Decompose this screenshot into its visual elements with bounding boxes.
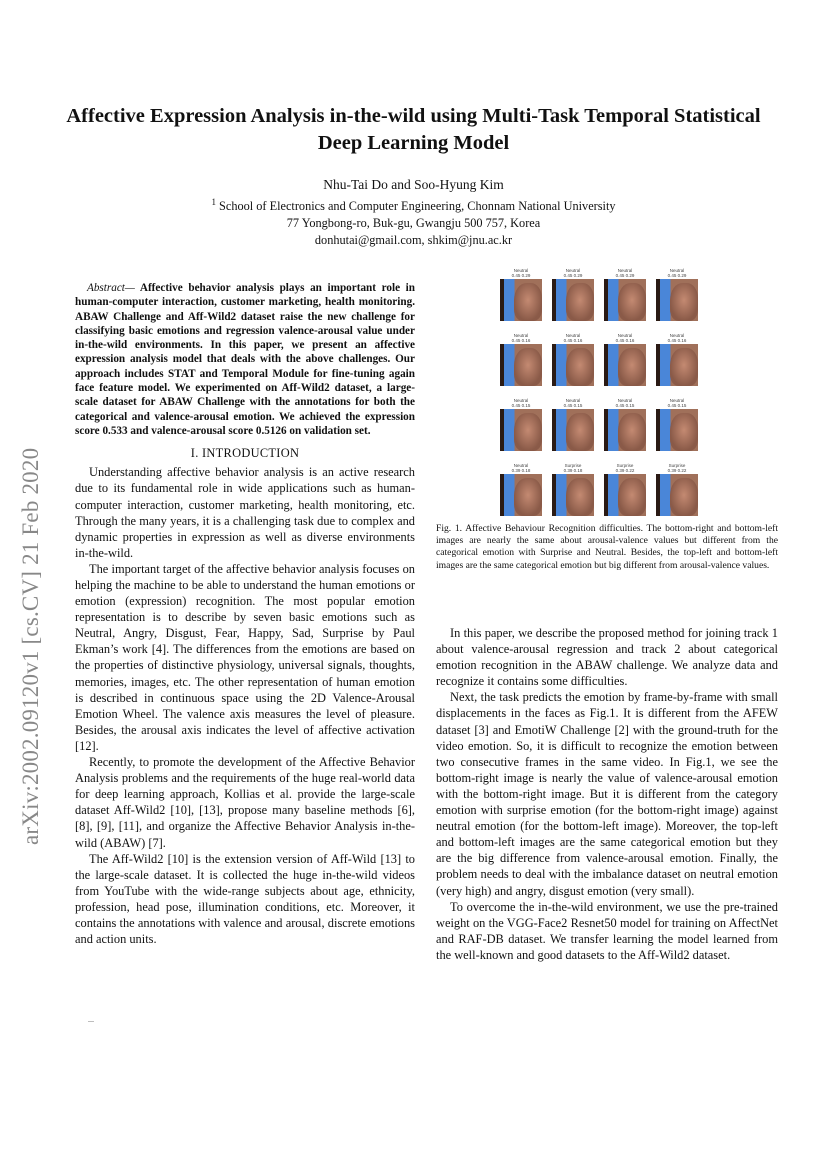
figure-cell (500, 463, 542, 516)
valence-arousal-values: 0.45 0.29 (667, 273, 687, 278)
figure-cell (656, 333, 698, 386)
affiliation: School of Electronics and Computer Engineering, Chonnam National University (219, 199, 616, 214)
emotion-label: Neutral (513, 463, 529, 468)
face-image (604, 409, 646, 451)
face-image (604, 344, 646, 386)
abstract-text: Affective behavior analysis plays an important role in human-computer interaction, customer marketing, health monitoring. ABAW Challenge and Aff-Wild2 dataset raise the new challenge for classifying basic emotions and regression valence-arousal value under in-the-wild environments. In this paper, we present an affective expression analysis model that deals with the above challenges. Our approach includes STAT and Temporal Module for fine-tuning again face feature model. We experimented on Aff-Wild2 dataset, a large-scale dataset for ABAW Challenge with the annotations for both the categorical and valence-arousal emotion. We achieved the expression score 0.533 and valence-arousal score 0.5126 on validation set. (75, 282, 415, 437)
valence-arousal-values: 0.39 0.18 (511, 468, 531, 473)
figure-cell (604, 268, 646, 321)
face-image (552, 344, 594, 386)
emotion-label: Neutral (617, 333, 633, 338)
emotion-label: Neutral (513, 333, 529, 338)
valence-arousal-values: 0.45 0.16 (563, 338, 583, 343)
face-image (552, 409, 594, 451)
face-image (656, 279, 698, 321)
valence-arousal-values: 0.45 0.16 (511, 338, 531, 343)
valence-arousal-values: 0.45 0.29 (511, 273, 531, 278)
emotion-label: Neutral (565, 398, 581, 403)
figure-cell (552, 398, 594, 451)
paragraph: To overcome the in-the-wild environment, we use the pre-trained weight on the VGG-Face2 Resnet50 model for training on AffectNet and RAF-DB dataset. We transfer learning the model learned from the well-known and good datasets to the Aff-Wild2 dataset. (436, 899, 778, 962)
paragraph: The important target of the affective behavior analysis focuses on helping the machine to be able to understand the human emotions or emotion (expression) recognition. The most popular emotion representation is to describe by seven basic emotions such as Neutral, Angry, Disgust, Fear, Happy, Sad, Surprise by Paul Ekman’s work [4]. The differences from the emotions are based on the properties of distinctive physiology, universal signals, thoughts, memories, images, etc. The other representation of human emotion is described in continuous space using the 2D Valence-Arousal Emotion Wheel. The valence axis measures the level of pleasure. Besides, the arousal axis indicates the level of affective activation [12]. (75, 561, 415, 753)
abstract-label: Abstract— (87, 282, 135, 294)
face-image (604, 474, 646, 516)
face-image (552, 279, 594, 321)
abstract (75, 281, 415, 438)
paragraph: Understanding affective behavior analysis is an active research due to its fundamental role in wide applications such as human-computer interaction, customer marketing, health monitoring, etc. Through the many years, it is a challenging task due to complex and dynamic properties in expression as well as diverse environments in-the-wild. (75, 465, 415, 560)
figure-cell (604, 463, 646, 516)
emotion-label: Neutral (669, 333, 685, 338)
valence-arousal-values: 0.45 0.15 (563, 403, 583, 408)
figure-cell (500, 333, 542, 386)
emotion-label: Neutral (565, 268, 581, 273)
face-image (656, 344, 698, 386)
emotion-label: Neutral (669, 268, 685, 273)
affiliation-mark: 1 (211, 197, 216, 207)
left-column (75, 281, 415, 947)
face-image (500, 474, 542, 516)
figure-grid (500, 268, 715, 516)
emotion-label: Neutral (513, 268, 529, 273)
paragraph: Next, the task predicts the emotion by frame-by-frame with small displacements in the faces as Fig.1. It is different from the AFEW dataset [3] and EmotiW Challenge [2] with the ground-truth for the video emotion. So, it is difficult to recognize the emotion between two consecutive frames in the same video. In Fig.1, we see the bottom-right image is nearly the value of valence-arousal emotion with the bottom-right image. But it is different from the category emotion with surprise emotion (for the bottom-right image) against neutral emotion (for the bottom-left image). Moreover, the top-left and bottom-left images are the same categorical emotion but they are the big difference from valence-arousal emotion. Finally, the problem needs to deal with the imbalance dataset on neutral emotion (very high) and angry, disgust emotion (very small). (436, 690, 778, 898)
emotion-label: Neutral (513, 398, 529, 403)
arxiv-stamp: arXiv:2002.09120v1 [cs.CV] 21 Feb 2020 (18, 447, 43, 845)
paragraph: The Aff-Wild2 [10] is the extension version of Aff-Wild [13] to the large-scale dataset. It is collected the huge in-the-wild videos from YouTube with the wide-range subjects about age, ethnicity, profession, head pose, illumination conditions, etc. Moreover, it contains the annotations with valence and arousal, discrete emotions and action units. (75, 851, 415, 947)
paper-title: Affective Expression Analysis in-the-wild using Multi-Task Temporal Statistical Deep Learning Model (66, 105, 761, 154)
figure-cell (604, 398, 646, 451)
emotion-label: Neutral (565, 333, 581, 338)
emotion-label: Surprise (668, 463, 686, 468)
valence-arousal-values: 0.39 0.22 (667, 468, 687, 473)
valence-arousal-values: 0.45 0.29 (615, 273, 635, 278)
figure-caption: Fig. 1. Affective Behaviour Recognition difficulties. The bottom-right and bottom-left images are nearly the same about arousal-valence values but different from the categorical emotion with Surprise and Neutral. Besides, the top-left and bottom-left images are the same categorical emotion but big different from arousal-valence values. (436, 523, 778, 571)
valence-arousal-values: 0.39 0.18 (563, 468, 583, 473)
face-image (656, 409, 698, 451)
figure-cell (552, 333, 594, 386)
figure-cell (500, 398, 542, 451)
face-image (552, 474, 594, 516)
valence-arousal-values: 0.45 0.29 (563, 273, 583, 278)
emotion-label: Surprise (616, 463, 634, 468)
address: 77 Yongbong-ro, Buk-gu, Gwangju 500 757, Korea (286, 216, 541, 231)
section-heading: I. INTRODUCTION (190, 446, 300, 461)
face-image (604, 279, 646, 321)
emotion-label: Surprise (564, 463, 582, 468)
emotion-label: Neutral (617, 268, 633, 273)
face-image (500, 409, 542, 451)
valence-arousal-values: 0.45 0.15 (511, 403, 531, 408)
figure-cell (656, 398, 698, 451)
affiliation-block (60, 194, 767, 249)
paragraph: Recently, to promote the development of the Affective Behavior Analysis problems and the requirements of the huge real-world data for deep learning approach, Kollias et al. provide the large-scale dataset Aff-Wild2 [10], [13], propose many baseline methods [6], [8], [9], [11], and organize the Affective Behavior Analysis in-the-wild (ABAW) [7]. (75, 755, 415, 850)
right-column (436, 625, 778, 963)
face-image (656, 474, 698, 516)
figure-cell (656, 268, 698, 321)
authors: Nhu-Tai Do and Soo-Hyung Kim (323, 177, 504, 192)
paragraph: In this paper, we describe the proposed method for joining track 1 about valence-arousal regression and track 2 about categorical emotion recognition in the ABAW challenge. We analyze data and recognize it contains some difficulties. (436, 626, 778, 689)
valence-arousal-values: 0.45 0.15 (615, 403, 635, 408)
valence-arousal-values: 0.39 0.22 (615, 468, 635, 473)
valence-arousal-values: 0.45 0.16 (667, 338, 687, 343)
emotion-label: Neutral (617, 398, 633, 403)
emails: donhutai@gmail.com, shkim@jnu.ac.kr (314, 233, 513, 248)
face-image (500, 279, 542, 321)
figure-cell (500, 268, 542, 321)
figure-cell (552, 463, 594, 516)
figure-cell (604, 333, 646, 386)
valence-arousal-values: 0.45 0.15 (667, 403, 687, 408)
face-image (500, 344, 542, 386)
figure-cell (656, 463, 698, 516)
footer-mark: ... (88, 1015, 94, 1024)
emotion-label: Neutral (669, 398, 685, 403)
valence-arousal-values: 0.45 0.16 (615, 338, 635, 343)
figure-cell (552, 268, 594, 321)
